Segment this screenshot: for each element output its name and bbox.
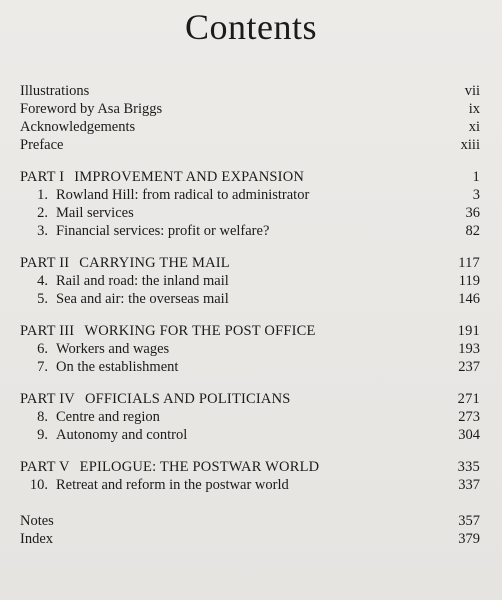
chapter-number: 1. <box>37 187 48 203</box>
entry-page: xiii <box>460 137 480 153</box>
chapter-number: 6. <box>37 341 48 357</box>
entry-label: Foreword by Asa Briggs <box>20 101 163 117</box>
chapter-title: Autonomy and control <box>56 427 188 443</box>
part-title: EPILOGUE: THE POSTWAR WORLD <box>79 459 320 475</box>
entry-page: 191 <box>457 323 480 339</box>
chapter-entry <box>20 408 480 426</box>
chapter-entry <box>20 204 480 222</box>
part-section-1 <box>20 168 480 240</box>
part-heading <box>20 254 480 272</box>
chapter-entry <box>20 272 480 290</box>
entry-page: ix <box>468 101 480 117</box>
chapter-entry <box>20 476 480 494</box>
entry-page: 237 <box>458 359 480 375</box>
part-section-5 <box>20 458 480 494</box>
chapter-number: 3. <box>37 223 48 239</box>
part-section-4 <box>20 390 480 444</box>
chapter-entry <box>20 290 480 308</box>
entry-page: 193 <box>458 341 480 357</box>
part-section-3 <box>20 322 480 376</box>
chapter-entry <box>20 222 480 240</box>
part-section-2 <box>20 254 480 308</box>
entry-page: 82 <box>465 223 480 239</box>
chapter-entry <box>20 426 480 444</box>
part-number: PART I <box>20 169 65 185</box>
back-matter <box>20 512 480 548</box>
entry-label: Preface <box>20 137 64 153</box>
chapter-title: Workers and wages <box>56 341 170 357</box>
table-of-contents <box>20 82 480 548</box>
entry-page: 335 <box>457 459 480 475</box>
entry-page: 271 <box>457 391 480 407</box>
entry-label: Notes <box>20 513 54 529</box>
entry-page: 119 <box>458 273 480 289</box>
part-number: PART II <box>20 255 70 271</box>
entry-page: xi <box>468 119 480 135</box>
part-title: WORKING FOR THE POST OFFICE <box>84 323 316 339</box>
chapter-number: 2. <box>37 205 48 221</box>
part-number: PART III <box>20 323 75 339</box>
entry-page: 117 <box>458 255 480 271</box>
part-title: CARRYING THE MAIL <box>79 255 230 271</box>
chapter-number: 7. <box>37 359 48 375</box>
chapter-entry <box>20 358 480 376</box>
part-heading <box>20 322 480 340</box>
entry-label: Illustrations <box>20 83 90 99</box>
toc-entry-preface <box>20 136 480 154</box>
entry-page: 273 <box>458 409 480 425</box>
entry-page: 146 <box>458 291 480 307</box>
entry-page: 3 <box>472 187 480 203</box>
chapter-title: Retreat and reform in the postwar world <box>56 477 289 493</box>
toc-entry-index <box>20 530 480 548</box>
toc-entry-illustrations <box>20 82 480 100</box>
chapter-title: Rowland Hill: from radical to administrator <box>56 187 310 203</box>
chapter-title: Financial services: profit or welfare? <box>56 223 270 239</box>
chapter-title: On the establishment <box>56 359 179 375</box>
toc-entry-notes <box>20 512 480 530</box>
chapter-title: Centre and region <box>56 409 160 425</box>
chapter-number: 5. <box>37 291 48 307</box>
part-heading <box>20 168 480 186</box>
entry-page: 36 <box>465 205 480 221</box>
part-number: PART V <box>20 459 70 475</box>
chapter-number: 4. <box>37 273 48 289</box>
entry-page: vii <box>464 83 480 99</box>
chapter-number: 8. <box>37 409 48 425</box>
entry-page: 357 <box>458 513 480 529</box>
chapter-entry <box>20 340 480 358</box>
chapter-title: Rail and road: the inland mail <box>56 273 229 289</box>
part-heading <box>20 458 480 476</box>
entry-page: 1 <box>472 169 480 185</box>
toc-entry-acknowledgements <box>20 118 480 136</box>
chapter-entry <box>20 186 480 204</box>
entry-page: 337 <box>458 477 480 493</box>
part-title: OFFICIALS AND POLITICIANS <box>84 391 291 407</box>
entry-page: 304 <box>458 427 480 443</box>
part-title: IMPROVEMENT AND EXPANSION <box>74 169 305 185</box>
entry-page: 379 <box>458 531 480 547</box>
chapter-title: Sea and air: the overseas mail <box>56 291 229 307</box>
entry-label: Acknowledgements <box>20 119 136 135</box>
chapter-title: Mail services <box>56 205 134 221</box>
part-number: PART IV <box>20 391 75 407</box>
toc-entry-foreword <box>20 100 480 118</box>
chapter-number: 9. <box>37 427 48 443</box>
page-title: Contents <box>184 7 317 47</box>
chapter-number: 10. <box>29 477 48 493</box>
part-heading <box>20 390 480 408</box>
entry-label: Index <box>20 531 54 547</box>
